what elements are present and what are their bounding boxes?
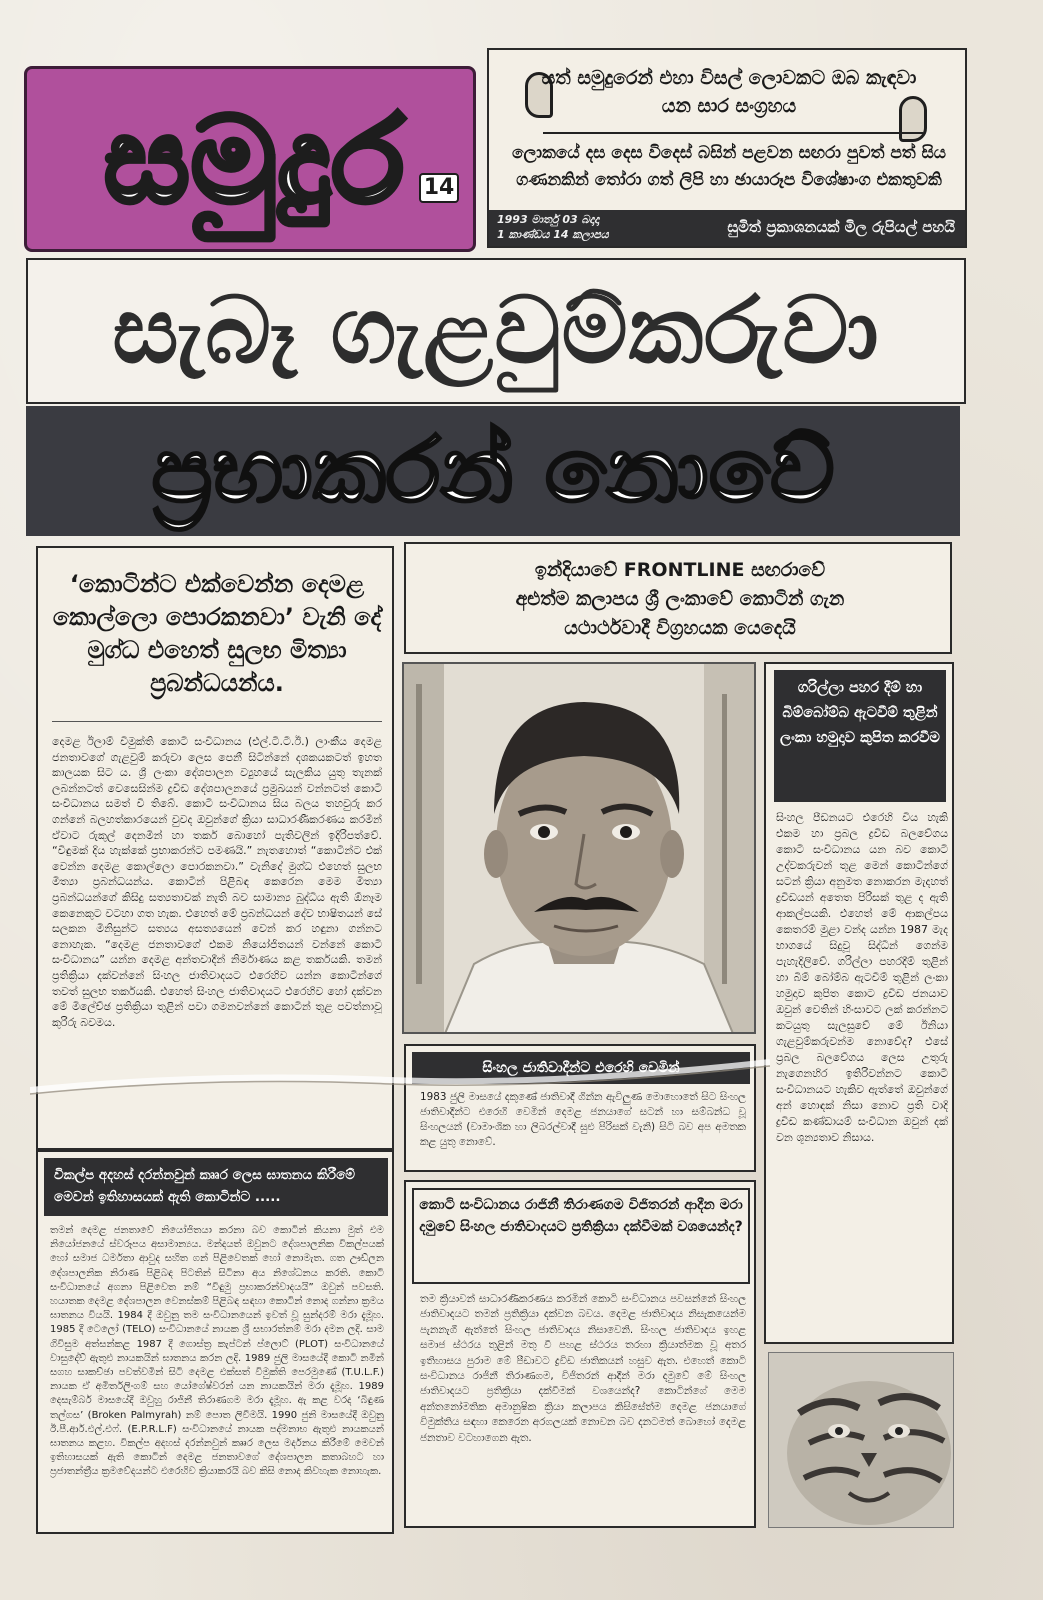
tiger-image — [769, 1353, 954, 1528]
headline-line2: ප්‍රභාකරන් නොවේ — [151, 418, 835, 523]
issue-number-badge: 14 — [419, 173, 459, 203]
center-mid-body: 1983 ජුලි මාසයේ දකුණේ ජාතිවාදී ගින්න ඇවිලුණ මොහොතේ සිට සිංහල ජාතිවාදීන්ට එරෙහි වෙමින් දෙමළ ජනයාගේ සටන් හා සම්බන්ධ වූ සිංහලයන් (වාමාංශික හා ලිබරල්වාදී සුළු පිරිසක් වැනි) සිටි බව අප අමතක කළ යුතු නොවේ. — [420, 1091, 746, 1148]
headline-line1: සැබෑ ගැළවුම්කරුවා — [112, 277, 880, 384]
frontline-line1: ඉන්දියාවේ FRONTLINE සඟරාවේ — [534, 559, 826, 581]
right-column-article — [764, 662, 954, 1344]
tagline-box — [487, 48, 967, 248]
portrait-photo — [402, 662, 756, 1034]
paper-crease — [30, 1050, 770, 1110]
publisher-price: සුමිත් ප්‍රකාශනයක් මිල රුපියල් පහයි — [727, 218, 955, 236]
frontline-box — [404, 542, 952, 654]
center-lower-body: තම ක්‍රියාවන් සාධාරණීකරණය කරමින් කොටි සංවිධානය පවසන්නේ සිංහල ජාතිවාදයට තමන් ප්‍රතික්‍රියා දක්වන බවය. දෙමළ ජාතිවාදය නිසැකයෙන්ම පැනනැගී ඇත්තේ සිංහල ජාතිවාදය නිසාවෙනි. සිංහල ජාතිවාදය ඉහළ සමාජ ස්ථරය තුළින් මතු වී පහළ ස්ථරය තරහා ක්‍රියාත්මක වූ අතර ඉතිහාසය පුරාම මේ පීඩාවට ද්‍රවිඩ ජාතිකයන් හසුව ඇත. එහෙත් කොටි සංවිධානය රාජිනී තිරාණගම, විජිතරන් ආදීන් මරා දමුවේ මේ සිංහල ජාතිවාදයට ප්‍රතික්‍රියා දක්වීමක් වශයෙන්ද? කොටින්ගේ මෙම අන්තනෝමතික අමානුෂික ක්‍රියා කලාපය කිසිසේත්ම දෙමළ ජනයාගේ විමුක්තිය සඳහා කෙරෙන අරගලයක් නොවන බව දනටමත් බොහෝ දෙමළ ජනතාව වටහාගෙන ඇත. — [420, 1293, 746, 1444]
tagline-body: ලොකයේ දස දෙස විදෙස් බසින් පළවන සඟරා පුවත් පත් සිය ගණනකින් තෝරා ගත් ලිපි හා ඡායාරූප විශේෂාංග එකතුවකි — [511, 143, 947, 190]
frontline-line3: යථාර්ථවාදී විග්‍රහයක යෙදෙයි — [564, 617, 796, 639]
right-column-heading: ගරිල්ලා පහර දීම් හා බිම්බෝම්බ ඇටවීම් තුළින් ලංකා හමුදාව කුපිත කරවීම — [774, 670, 946, 802]
dateline-bar — [489, 210, 965, 246]
left-article-body: දෙමළ ඊලාම් විමුක්ති කොටි සංවිධානය (එල්.ටී.ටී.ඊ.) ලාංකීය දෙමළ ජනතාවගේ ගැළවුම් කරුවා ලෙස පෙනී සිටින්නේ දශකයකටත් ඉහත කාලයක සිට ය. ශ්‍රී ලංකා දේශපාලන ව්‍යුහයේ සැලකිය යුතු තැනක් ලබන්නටත් වෙසෙසින්ම ද්‍රවිඩ දේශපාලනයේ ප්‍රමුඛයන් වන්නටත් කොටි සංවිධානය සමත් වී තිබේ. කොටි සංවිධානය සිය බලය තහවුරු කර ගන්නේ බලහත්කාරයෙන් වුවද ඔවුන්ගේ ක්‍රියා සාධාරණීකරණය කරමින් ඒවාට රුකුල් දෙනමින් හා තර්ක බොහෝ පැතිවලින් ඉදිරිපත්වේ. “විඳුමක් දිය හැක්කේ ප්‍රභාකරන්ට පමණයි.” නැතහොත් “කොටින්ට එක් වෙන්න දෙමළ කොල්ලො පොරකනවා.” වැනිදේ මුග්ධ එහෙත් සුලභ මිත්‍යා ප්‍රබන්ධයන්ය. කොටින් පිළිබඳ කෙරෙන මෙම මිත්‍යා ප්‍රබන්ධයන්ගේ කිසිදු සත්‍යතාවක් නැති බව සාමාන්‍ය බුද්ධිය ඇති ඕනෑම කෙනෙකුට වටහා ගත හැක. එහෙත් මේ ප්‍රබන්ධයන් දේව භාෂිතයන් සේ සලකන මිනිසුන්ට සත්‍යය අසත්‍යයෙන් වෙන් කර හඳුනා ගන්නට නොහැක. “දෙමළ ජනතාවගේ එකම නියෝජිතයන් වන්නේ කොටි සංවිධානය” යන්න දෙමළ අන්තවාදීන් නිර්මාණය කළ තර්කයකි. තමන් ප්‍රතික්‍රියා දක්වන්නේ සිංහල ජාතිවාදයට එරෙහිව යන්න කොටින්ගේ තවත් සුලභ තර්කයකි. එහෙත් සිංහල ජාතිවාදයට එරෙහිව හෝ දක්වන මේ මිලේච්ඡ ප්‍රතික්‍රියා තුළින් පවා ගමනවන්නේ කොටින් තුළ පවත්නාවූ කුරිරු බවමය. — [52, 735, 382, 1029]
tagline-heading: සත් සමුදුරෙන් එහා විසල් ලොවකට ඔබ කැඳවා යන සාර සංග්‍රහය — [541, 67, 917, 117]
masthead — [24, 66, 476, 252]
center-mid-heading: සිංහල ජාතිවාදීන්ට එරෙහි වෙමින් — [412, 1052, 750, 1084]
masthead-title: සමුදුර — [104, 91, 406, 229]
left-lower-article — [36, 1150, 394, 1534]
left-lower-heading: විකල්ප අදහස් දරන්නවුන් කෲර ලෙස ඝාතනය කිරීමේ මෙවන් ඉතිහාසයක් ඇති කොටින්ට ..... — [44, 1158, 388, 1216]
frontline-heading — [416, 556, 944, 643]
issue-date: 1993 මාර්තු 03 බදාදා — [497, 213, 600, 226]
headline-line2-box — [26, 406, 960, 536]
frontline-line2: අළුත්ම කලාපය ශ්‍රී ලංකාවේ කොටින් ගැන — [515, 588, 845, 610]
tagline-divider — [543, 132, 923, 134]
center-lower-article — [404, 1180, 756, 1528]
right-column-body: සිංහල පීඩනයට එරෙහි විය හැකි එකම හා ප්‍රබල ද්‍රවිඩ බලවේගය කොටි සංවිධානය යන බව කොටි උද්වකරුවන් තුළ මෙන් කොටින්ගේ සටන් ක්‍රියා අනුමත නොකරන මැදහත් ද්‍රවිඩයන් අතෙත පිරිසක් තුළ ද ඇති ආකල්පයකි. එහෙත් මේ ආකල්පය කෙතරම් මුළා වන්ද යන්න 1987 මැද භාගයේ සිදුවූ සිද්ධීන් ගෙන්ම පැහැදිලිවේ. ගරිල්ලා පහරදීම් තුළින් හා බිම් බෝම්බ ඇටවීම් තුළින් ලංකා හමුදාව කුපිත කොට ද්‍රවිඩ ජනයාව ඔවුන් වෙතින් හිංසාවට ලක් කරන්නට කටයුතු සැලසුවේ මේ ඊනියා ගැළවුම්කරුවන්ම නොවේද? එසේ ප්‍රබල බලවේගය ලෙස උතුරු නැගෙනහිර ඉතිරිවන්නට කොටි සංවිධානයට හැකිව ඇත්තේ ඔවුන්ගේ අන් හොඳක් නිසා නොව ප්‍රති වාදි ද්‍රවිඩ කණ්ඩායම් සංවිධාන ඔවුන් දක් වන ශූන්‍යතාව නිසාය. — [776, 811, 948, 1144]
left-lower-body: තමන් දෙමළ ජනතාවේ නියෝජිතයා කරනා බව කොටින් කියනා මුත් එම නියෝජනයේ ස්වරූපය අසාමාන්‍යය. මන්දයත් ඔවුනට දේශපාලනික විකල්පයක් හෝ සමාජ ධර්මතා ආවුද සහිත ගන් පිළිවෙතක් හෝ නොමැත. ගත ඌඩ්ලන දේශපාලනික නිරාණ පිළිබඳ පිටතින් සිටිනා අය නිශේධනය කරති. කොටි සංවිධානයේ අගනා පිළිවෙත නම් “විඳුමු ප්‍රභාකරන්වාදයයි” ඔවුන් පවසති. හයාතක දෙමළ දේශපාලන වෙනස්කම් පිළිබඳ සඳහා කොටින් නොද ගන්නා ක්‍රමය ඝාතනය වියයි. 1984 දී ඔවුනු තම සංවිධානයෙන් ඉවත් වූ සුන්දරම් මරා දැමූහ. 1985 දී ටෙලෝ (TELO) සංවිධානයේ නායක ශ්‍රී සභාරත්නම් මරා දමන ලදි. සාම ගිවිසුම අත්සන්කළ 1987 දී ගොස්ත්‍ර කැප්ටන් ප්ලොට් (PLOT) සංවිධානයේ වාසුදේව් ඇතුළු නායකයින් ඝාතනය කරන ලදි. 1989 ජුලි මාසයේදී කොටි නමින් සගහ සාකච්ඡා පවත්වමින් සිටි දෙමළ එක්සත් විමුක්ති පෙරමුණේ (T.U.L.F.) නායක ඒ අමිර්තලිංගම් සහ යෝගේෂ්වරන් යන නායකයින් මරා දැමූහ. 1989 දෙසැම්බර් මාසයේදී ඔවුහු රාජිනී තිරාණගම මරා දැමූහ. ඇ කළ වරද ‘බිඳුණ තල්ගස’ (Broken Palmyrah) නම් පොත ලිවීමයි. 1990 ජුනි මාසයේදී ඔවුනු ඊ.පී.ආර්.එල්.එෆ්. (E.P.R.L.F) සංවිධානයේ නායක පද්මනාභ ඇතුළු නායකයන් ඝාතනය කළහ. විකල්ප අදහස් දරන්නවුන් කෲර ලෙස මර්දනය කිරීමේ මෙවන් ඉතිහාසයක් ඇති කොටින් දෙමළ ජනතාවගේ දේශපාලන කතාබහට හා ප්‍රජාතන්ත්‍රීය ක්‍රමවේදයන්ට එරෙහිව ක්‍රියාකරයි බව කිසි නොද කිවහැක නොහැක. — [50, 1225, 384, 1478]
left-article-heading: ‘කොටින්ට එක්වෙන්න දෙමළ කොල්ලො පොරකනවා’ වැනි දේ මුග්ධ එහෙත් සුලභ මිත්‍යා ප්‍රබන්ධයන්ය. — [52, 562, 382, 722]
tiger-photo — [768, 1352, 954, 1528]
date-block — [497, 212, 627, 242]
portrait-image — [404, 664, 756, 1034]
headline-line1-box — [26, 258, 966, 404]
close-quote-icon — [899, 96, 927, 142]
center-lower-heading: කොටි සංවිධානය රාජිනී තිරාණගම විජිතරන් ආදීන මරා දමුවේ සිංහල ජාතිවාදයට ප්‍රතික්‍රියා දක්වීමක් වශයෙන්ද? — [412, 1188, 750, 1284]
volume-issue: 1 කාණ්ඩය 14 කලාපය — [497, 228, 609, 241]
